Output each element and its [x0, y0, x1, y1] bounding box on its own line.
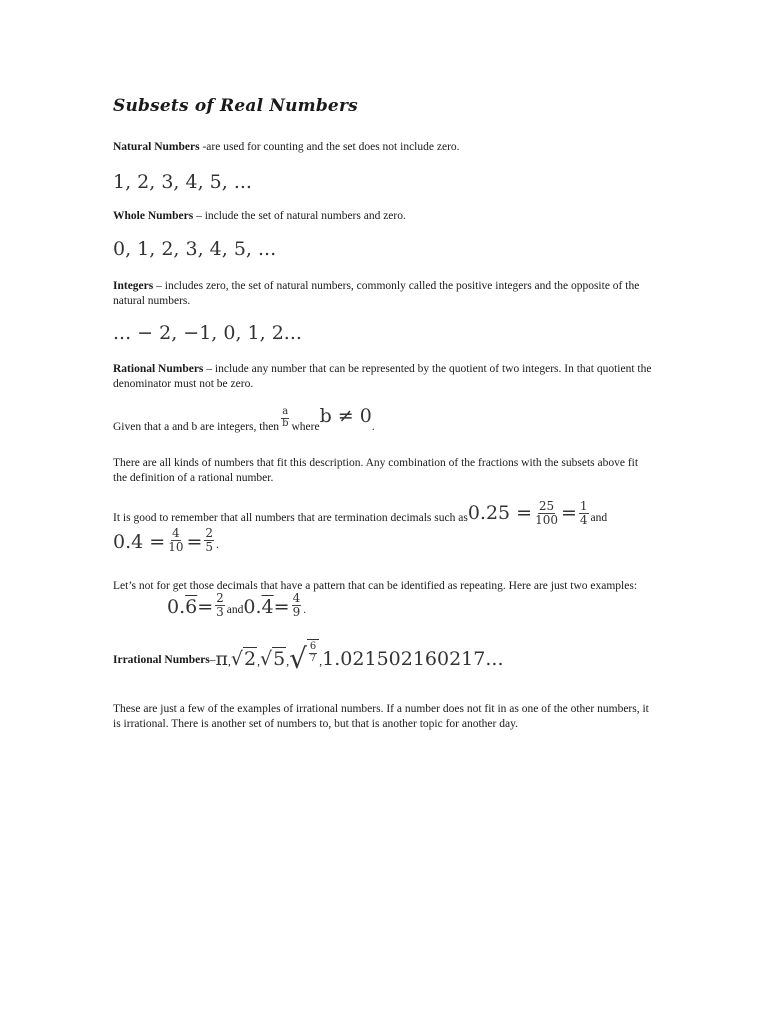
ex1-fraction-1: [534, 500, 559, 526]
ex2-f2-den: 5: [205, 539, 214, 554]
sqrt-6-over-7: [289, 639, 319, 675]
pi-symbol: π: [215, 648, 229, 670]
whole-desc: – include the set of natural numbers and zero.: [193, 210, 406, 222]
rep1-eq: =: [197, 596, 214, 619]
rep2-num: 4: [292, 591, 301, 605]
termination-text: It is good to remember that all numbers that are termination decimals such as: [113, 512, 468, 525]
rational-para2-section: [113, 456, 653, 486]
ex1-lhs: 0.25 =: [467, 502, 533, 525]
sqrt-symbol: √: [230, 648, 244, 670]
rep1-den: 3: [216, 604, 224, 619]
whole-paragraph: [113, 209, 653, 224]
radicand-5: 5: [273, 648, 286, 670]
rep2-period: .: [303, 604, 307, 617]
sqrt-symbol: √: [260, 648, 273, 670]
termination-line: [113, 500, 653, 526]
closing-paragraph: These are just a few of the examples of irrational numbers. If a number does not fit in as one of the other numbers, it is irrational. There is another set of numbers to, but that is another topic for another day.: [113, 703, 649, 730]
ex2-fraction-1: [167, 527, 184, 553]
rep1-int: 0.: [167, 596, 186, 619]
ex2-lhs: 0.4 =: [113, 531, 166, 554]
rep2-eq: =: [273, 596, 290, 619]
fraction-numerator: a: [282, 406, 289, 417]
rational-section: [113, 362, 653, 392]
ex2-f2-num: 2: [205, 526, 214, 540]
closing-section: [113, 702, 653, 732]
natural-desc: -are used for counting and the set does not include zero.: [199, 141, 460, 153]
irrational-line: [113, 639, 653, 675]
rational-paragraph: [113, 362, 653, 392]
ex1-fraction-2: [579, 500, 589, 526]
rational-para2: There are all kinds of numbers that fit this description. Any combination of the fractions with the subsets above fit the definition of a rational number.: [113, 457, 639, 484]
a-over-b-fraction: [281, 407, 289, 429]
comma-4: ,: [319, 656, 323, 668]
seven: 7: [309, 652, 317, 664]
irrational-term: Irrational Numbers: [113, 654, 210, 666]
ex2-f1-num: 4: [172, 526, 180, 540]
rational-desc: – include any number that can be represented by the quotient of two integers. In that quotient the denominator must not be zero.: [113, 363, 652, 390]
given-period: .: [371, 421, 375, 433]
repeating-examples: [167, 592, 367, 618]
natural-math: 1, 2, 3, 4, 5, ...: [113, 171, 252, 193]
ex1-f1-den: 100: [535, 512, 558, 527]
repeating-text: Let’s not for get those decimals that have a pattern that can be identified as repeating. Here are just two examples:: [113, 580, 638, 592]
rep1-num: 2: [216, 591, 224, 605]
rep2-repeating-digit: 4: [261, 596, 274, 619]
ex2-f1-den: 10: [168, 539, 184, 554]
ex1-f1-num: 25: [538, 499, 555, 513]
sqrt-2: [231, 648, 257, 670]
rep2-fraction: [292, 592, 302, 618]
rep1-fraction: [215, 592, 225, 618]
natural-section: [113, 140, 653, 155]
irrational-dash: –: [209, 654, 216, 666]
rep1-repeating-digit: 6: [185, 596, 198, 619]
radicand-2: 2: [244, 648, 257, 670]
fraction-denominator: b: [282, 417, 289, 429]
integers-section: [113, 279, 653, 309]
ex1-eq: =: [560, 502, 577, 525]
title-section: [113, 96, 653, 136]
whole-term: Whole Numbers: [113, 210, 194, 222]
rep2-int: 0.: [243, 596, 262, 619]
ex2-eq: =: [186, 531, 203, 554]
sqrt-5: [260, 648, 286, 670]
whole-math: 0, 1, 2, 3, 4, 5, ...: [113, 238, 277, 260]
natural-paragraph: [113, 140, 653, 155]
where-text: where: [291, 421, 320, 433]
example-2-line: [113, 527, 653, 553]
comma-1: ,: [228, 656, 231, 668]
rep-and: and: [226, 604, 244, 617]
rep2-den: 9: [292, 604, 301, 619]
ex2-fraction-2: [204, 527, 214, 553]
ex1-f2-num: 1: [579, 499, 588, 513]
ex2-period: .: [216, 539, 219, 552]
and-text: and: [590, 512, 608, 525]
given-text: Given that a and b are integers, then: [113, 421, 280, 433]
integers-paragraph: [113, 279, 653, 309]
ex1-f2-den: 4: [579, 512, 588, 527]
integers-math: ... − 2, −1, 0, 1, 2...: [113, 322, 302, 344]
six: 6: [309, 641, 317, 652]
six-sevenths: [309, 642, 317, 664]
page-title: Subsets of Real Numbers: [113, 96, 358, 116]
comma-2: ,: [257, 656, 260, 668]
sqrt-symbol: √: [289, 642, 307, 675]
irrational-decimal: 1.021502160217...: [322, 648, 504, 670]
rational-given-line: [113, 407, 653, 435]
whole-section: [113, 209, 653, 224]
sqrt-radicand: [307, 639, 319, 670]
integers-term: Integers: [113, 280, 154, 292]
comma-3: ,: [286, 656, 290, 668]
natural-term: Natural Numbers: [113, 141, 200, 153]
integers-desc: – includes zero, the set of natural numbers, commonly called the positive integers and the opposite of the natural numbers.: [113, 280, 640, 307]
b-not-zero: b ≠ 0: [319, 405, 372, 427]
rational-term: Rational Numbers: [113, 363, 204, 375]
